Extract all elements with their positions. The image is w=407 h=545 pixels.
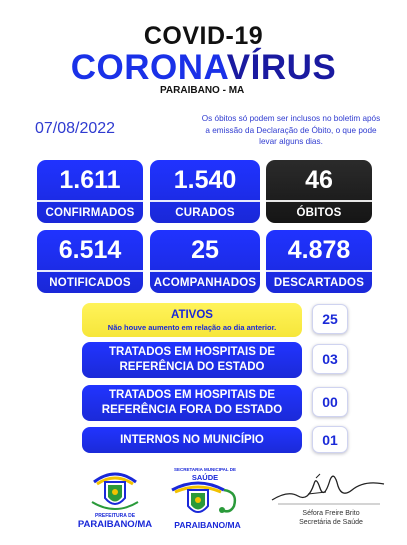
corona-word: CORONA xyxy=(70,48,227,87)
row-line2: REFERÊNCIA FORA DO ESTADO xyxy=(101,404,283,416)
row-line2: REFERÊNCIA DO ESTADO xyxy=(119,361,265,373)
row-referencia-fora-estado xyxy=(82,385,302,421)
stat-value: 46 xyxy=(305,166,333,194)
prefeitura-logo xyxy=(88,468,142,514)
stat-card-acompanhados xyxy=(150,230,260,293)
stat-value: 1.611 xyxy=(59,166,121,194)
stat-value: 25 xyxy=(191,236,219,264)
ativos-banner xyxy=(82,303,302,337)
stat-card-notificados xyxy=(37,230,143,293)
stat-label: NOTIFICADOS xyxy=(37,270,143,293)
row-line1: INTERNOS NO MUNICÍPIO xyxy=(120,433,264,446)
virus-word: VÍRUS xyxy=(226,48,337,87)
row-value-referencia-fora-estado: 00 xyxy=(312,387,348,417)
report-date: 07/08/2022 xyxy=(35,120,116,137)
stat-card-descartados xyxy=(266,230,372,293)
saude-label: SAÚDE xyxy=(191,473,219,482)
row-value-referencia-estado: 03 xyxy=(312,344,348,374)
secretaria-city: PARAIBANO/MA xyxy=(174,520,241,530)
signature-image xyxy=(268,470,388,508)
secretaria-label: SECRETARIA MUNICIPAL DE xyxy=(173,467,237,472)
stat-card-confirmados xyxy=(37,160,143,223)
row-line1: TRATADOS EM HOSPITAIS DE xyxy=(108,346,276,358)
stat-label: CURADOS xyxy=(150,200,260,223)
row-line1: TRATADOS EM HOSPITAIS DE xyxy=(108,389,276,401)
signer-name: Séfora Freire Brito xyxy=(302,510,360,517)
prefeitura-label: PREFEITURA DE xyxy=(94,513,136,519)
signer-title: Secretária de Saúde xyxy=(299,519,363,526)
stat-label: ACOMPANHADOS xyxy=(150,270,260,293)
saude-logo xyxy=(168,480,244,520)
ativos-subtitle: Não houve aumento em relação ao dia anterior. xyxy=(107,322,277,332)
stat-value: 4.878 xyxy=(287,236,351,264)
row-internos-municipio xyxy=(82,427,302,453)
stat-value: 1.540 xyxy=(173,166,237,194)
stat-label: ÓBITOS xyxy=(266,200,372,223)
ativos-title: ATIVOS xyxy=(171,308,213,321)
covid-title: COVID-19 xyxy=(143,22,264,50)
deaths-note: Os óbitos só podem ser inclusos no boletim após a emissão da Declaração de Óbito, o que pode levar alguns dias. xyxy=(201,114,381,146)
stat-label: DESCARTADOS xyxy=(266,270,372,293)
signer-block xyxy=(276,509,386,527)
city-label: PARAIBANO - MA xyxy=(160,85,245,96)
coronavirus-title xyxy=(0,48,407,88)
stat-card-obitos xyxy=(266,160,372,223)
prefeitura-city: PARAIBANO/MA xyxy=(77,519,153,530)
stat-value: 6.514 xyxy=(58,236,122,264)
row-value-internos-municipio: 01 xyxy=(312,426,348,453)
row-referencia-estado xyxy=(82,342,302,378)
stat-card-curados xyxy=(150,160,260,223)
stat-label: CONFIRMADOS xyxy=(37,200,143,223)
ativos-value: 25 xyxy=(312,304,348,334)
